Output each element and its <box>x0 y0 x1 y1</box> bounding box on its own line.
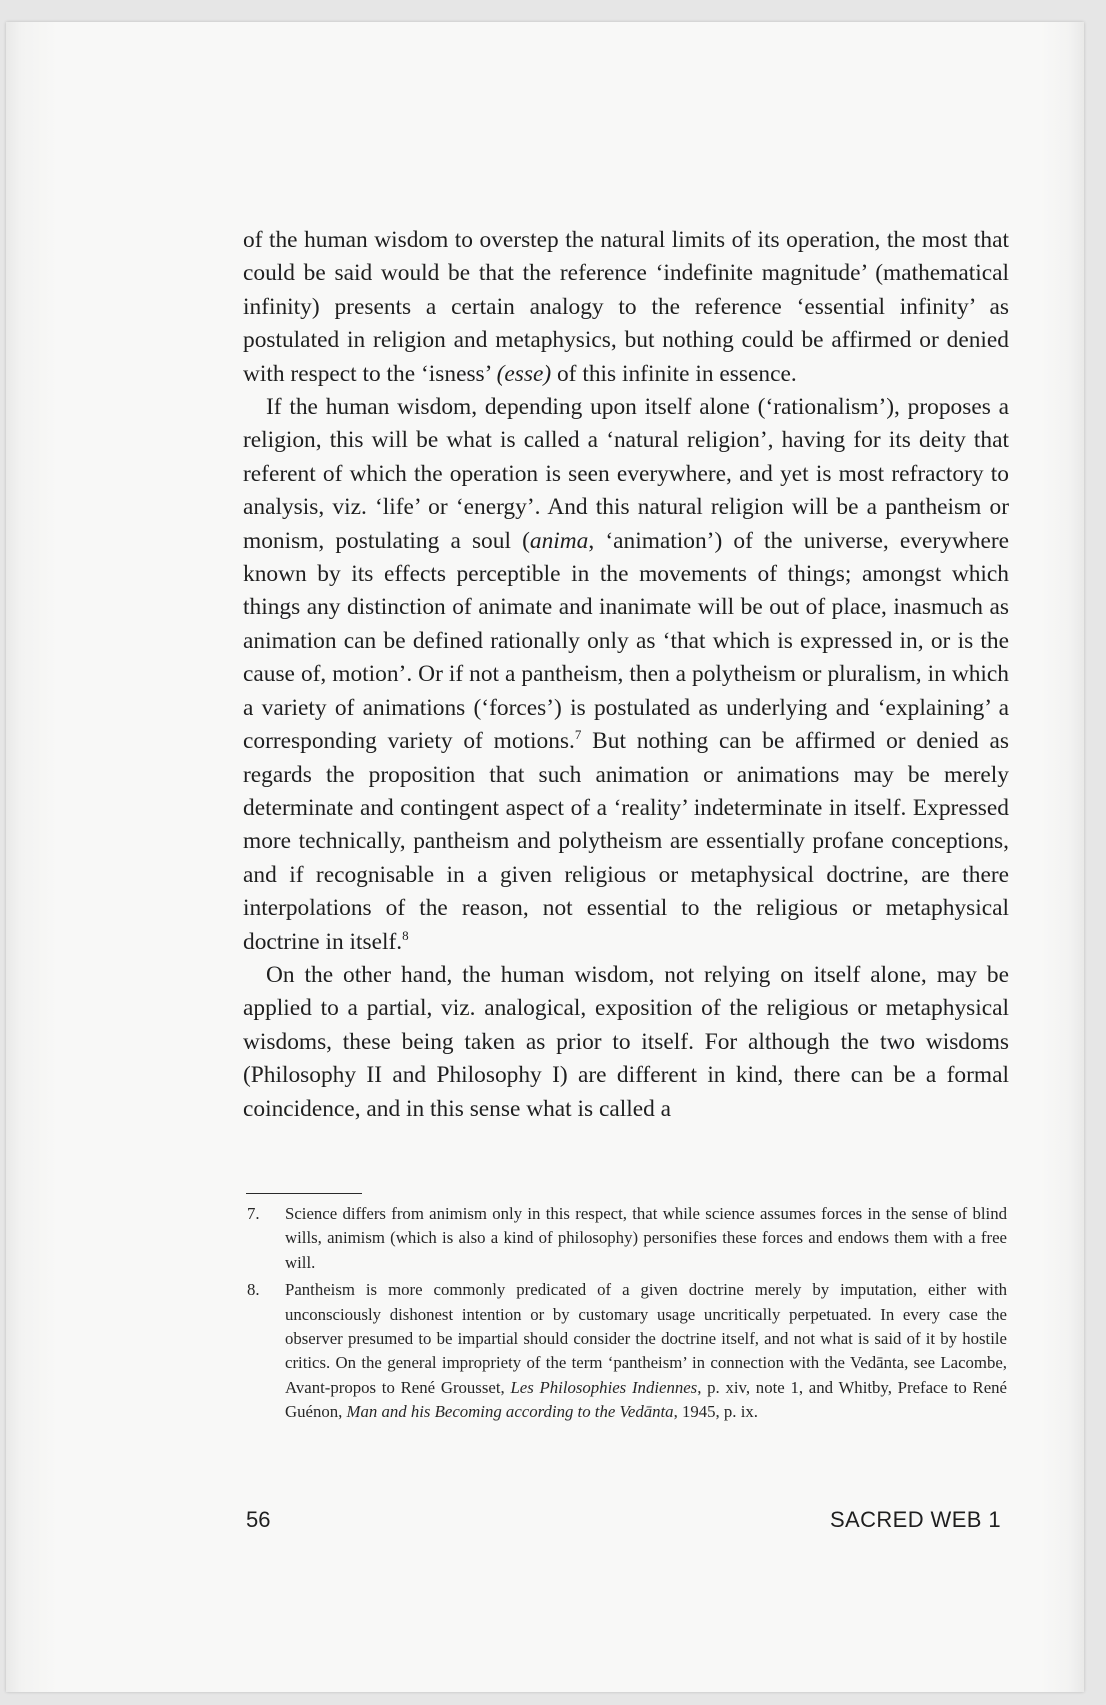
italic-anima: anima <box>529 527 589 554</box>
footnote-text: Science differs from animism only in this respect, that while science assumes forces in the sense of blind wills, animism (which is also a kind of philosophy) personifies these forces and endows them with a free will. <box>285 1204 1007 1272</box>
footnote-number: 8. <box>247 1280 260 1300</box>
paragraph-3: On the other hand, the human wisdom, not relying on itself alone, may be applied to a partial, viz. analogical, exposition of the religious or metaphysical wisdoms, these being taken as prior to itself. For although the two wisdoms (Philosophy II and Philosophy I) are different in kind, there can be a formal coincidence, and in this sense what is called a <box>243 961 1009 1122</box>
footnote-ref-7: 7 <box>574 727 582 743</box>
page-number: 56 <box>246 1507 271 1532</box>
page-edge-right <box>1040 22 1084 1692</box>
running-title: SACRED WEB 1 <box>829 1507 1001 1532</box>
italic-esse: (esse) <box>496 360 552 387</box>
paragraph-1: of the human wisdom to overstep the natural limits of its operation, the most that could be said would be that the reference ‘indefinite magnitude’ (mathematical infinity) presents a certain analogy to the reference ‘essential infinity’ as postulated in religion and metaphysics, but nothing could be affirmed or denied with respect to the ‘isness’ (esse) of this infinite in essence. <box>243 227 1009 387</box>
footnotes <box>247 1202 1007 1428</box>
paragraph-2: If the human wisdom, depending upon itself alone (‘rationalism’), proposes a religion, this will be what is called a ‘natural religion’, having for its deity that referent of which the operation is seen everywhere, and yet is most refractory to analysis, viz. ‘life’ or ‘energy’. And this natural religion will be a pantheism or monism, postulating a soul (anima, ‘animation’) of the universe, everywhere known by its effects perceptible in the movements of things; amongst which things any distinction of animate and inanimate will be out of place, inasmuch as animation can be defined rationally only as ‘that which is expressed in, or is the cause of, motion’. Or if not a pantheism, then a polytheism or pluralism, in which a variety of animations (‘forces’) is postulated as underlying and ‘explaining’ a corresponding variety of motions.$^7$ But nothing can be affirmed or denied as regards the proposition that such animation or animations may be merely determinate and contingent aspect of a ‘reality’ indeterminate in itself. Expressed more technically, pantheism and polytheism are essentially profane conceptions, and if recognisable in a given religious or metaphysical doctrine, are there interpolations of the reason, not essential to the religious or metaphysical doctrine in itself.$^8$ <box>243 394 1009 955</box>
page-edge-left <box>6 22 58 1692</box>
footnote-ref-8: 8 <box>402 927 409 943</box>
footnote-8: 8. Pantheism is more commonly predicated of a given doctrine merely by imputation, either with unconsciously dishonest intention or by customary usage uncritically perpetuated. In every case the observer presumed to be impartial should consider the doctrine itself, and not what is said of it by hostile critics. On the general impropriety of the term ‘pantheism’ in connection with the Vedānta, see Lacombe, Avant-propos to René Grousset, Les Philosophies Indiennes, p. xiv, note 1, and Whitby, Preface to René Guénon, Man and his Becoming according to the Vedānta, 1945, p. ix. <box>247 1280 1007 1422</box>
book-title-italic: Man and his Becoming according to the Vedānta <box>346 1402 674 1422</box>
main-text <box>243 224 1009 1126</box>
footnote-number: 7. <box>247 1204 260 1223</box>
footnote-7 <box>247 1202 1007 1275</box>
book-page <box>6 22 1084 1692</box>
book-title-italic: Les Philosophies Indiennes <box>510 1377 698 1397</box>
footnote-rule <box>246 1193 362 1194</box>
